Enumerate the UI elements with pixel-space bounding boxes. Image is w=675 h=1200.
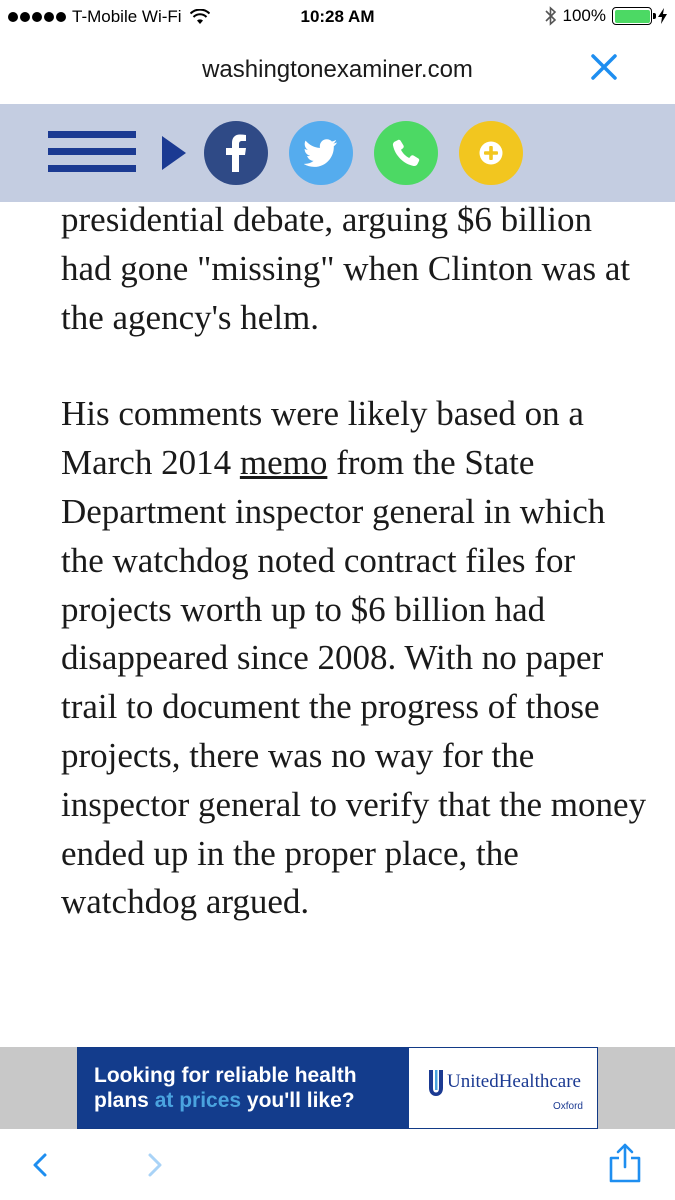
twitter-icon xyxy=(304,139,338,167)
bluetooth-icon xyxy=(545,6,557,26)
article-paragraph xyxy=(61,390,651,927)
plus-icon xyxy=(478,140,504,166)
article-body xyxy=(61,196,651,1041)
ad-brand-panel[interactable] xyxy=(409,1048,597,1128)
facebook-icon xyxy=(225,134,247,172)
share-toolbar xyxy=(0,104,675,202)
url-domain[interactable]: washingtonexaminer.com xyxy=(202,56,473,83)
paragraph-text: His comments were likely based on a March 2014 xyxy=(61,394,584,483)
battery-fill xyxy=(615,10,650,23)
battery-percent: 100% xyxy=(562,6,606,25)
ad-line-2 xyxy=(94,1088,409,1113)
ad-line-1: Looking for reliable health xyxy=(94,1064,357,1087)
charging-bolt-icon xyxy=(658,8,667,24)
ad-banner-strip xyxy=(0,1047,675,1129)
ad-text: plans xyxy=(94,1089,155,1112)
article-paragraph: presidential debate, arguing $6 billion had gone "missing" when Clinton was at the agency's helm. xyxy=(61,200,631,337)
ad-headline[interactable] xyxy=(78,1048,409,1128)
url-bar[interactable] xyxy=(0,36,675,104)
ad-text: you'll like? xyxy=(241,1089,355,1112)
facebook-share-button[interactable] xyxy=(204,121,268,185)
carrier-name: T-Mobile Wi-Fi xyxy=(72,7,182,26)
ad-accent-text: at prices xyxy=(154,1089,242,1112)
more-share-button[interactable] xyxy=(459,121,523,185)
close-icon[interactable] xyxy=(587,50,621,84)
back-arrow-icon[interactable] xyxy=(28,1147,52,1183)
ad-brand-sub: Oxford xyxy=(552,1101,583,1112)
status-bar xyxy=(0,0,675,36)
status-right xyxy=(545,6,667,26)
forward-arrow-icon[interactable] xyxy=(143,1147,167,1183)
unitedhealthcare-logo-icon xyxy=(427,1068,445,1098)
clock: 10:28 AM xyxy=(300,7,375,26)
expand-arrow-icon[interactable] xyxy=(162,136,186,170)
menu-icon[interactable] xyxy=(48,128,136,178)
phone-share-button[interactable] xyxy=(374,121,438,185)
memo-link[interactable]: memo xyxy=(239,443,328,483)
battery-icon xyxy=(612,7,652,25)
paragraph-text: from the State Department inspector general in which the watchdog noted contract files for projects worth up to $6 billion had disappeared since 2008. With no paper trail to document the progress of those projects, there was no way for the inspector general to verify that the money ended up in the proper place, the watchdog argued. xyxy=(61,443,647,922)
phone-icon xyxy=(391,138,421,168)
ad-brand-name: UnitedHealthcare xyxy=(447,1071,581,1092)
share-icon[interactable] xyxy=(608,1143,642,1183)
ad-banner[interactable] xyxy=(77,1047,598,1129)
bottom-toolbar xyxy=(0,1129,675,1200)
twitter-share-button[interactable] xyxy=(289,121,353,185)
